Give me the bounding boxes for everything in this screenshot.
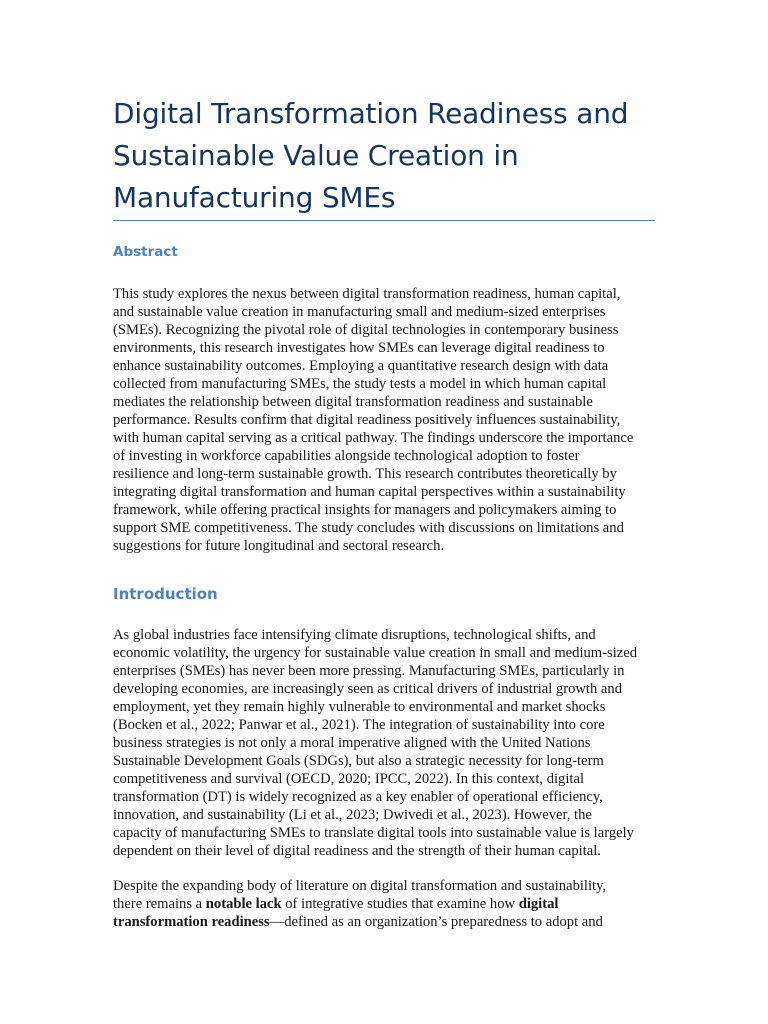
paragraph-text: Despite the expanding body of literature on digital transformation and sustainability, there remains a <box>113 878 607 912</box>
emphasis-digital-transformation-readiness: digital transformation readiness <box>113 896 559 930</box>
abstract-heading: Abstract <box>113 244 178 260</box>
emphasis-notable-lack: notable lack <box>205 896 282 912</box>
title-divider <box>113 220 655 221</box>
abstract-paragraph: This study explores the nexus between digital transformation readiness, human capital, and sustainable value creation in manufacturing small and medium-sized enterprises (SMEs). Recognizing the pivotal role of digital technologies in contemporary business environments, this research investigates how SMEs can leverage digital readiness to enhance sustainability outcomes. Employing a quantitative research design with data collected from manufacturing SMEs, the study tests a model in which human capital mediates the relationship between digital transformation readiness and sustainable performance. Results confirm that digital readiness positively influences sustainability, with human capital serving as a critical pathway. The findings underscore the importance of investing in workforce capabilities alongside technological adoption to foster resilience and long-term sustainable growth. This research contributes theoretically by integrating digital transformation and human capital perspectives within a sustainability framework, while offering practical insights for managers and policymakers aiming to support SME competitiveness. The study concludes with discussions on limitations and suggestions for future longitudinal and sectoral research. <box>113 286 634 554</box>
introduction-paragraph-2 <box>113 877 655 931</box>
paragraph-text: —defined as an organization’s preparedness to adopt and <box>269 914 603 930</box>
introduction-paragraph-1: As global industries face intensifying climate disruptions, technological shifts, and economic volatility, the urgency for sustainable value creation in small and medium-sized enterprises (SMEs) has never been more pressing. Manufacturing SMEs, particularly in developing economies, are increasingly seen as critical drivers of industrial growth and employment, yet they remain highly vulnerable to environmental and market shocks (Bocken et al., 2022; Panwar et al., 2021). The integration of sustainability into core business strategies is not only a moral imperative aligned with the United Nations Sustainable Development Goals (SDGs), but also a strategic necessity for long-term competitiveness and survival (OECD, 2020; IPCC, 2022). In this context, digital transformation (DT) is widely recognized as a key enabler of operational efficiency, innovation, and sustainability (Li et al., 2023; Dwivedi et al., 2023). However, the capacity of manufacturing SMEs to translate digital tools into sustainable value is largely dependent on their level of digital readiness and the strength of their human capital. <box>113 627 637 859</box>
document-title: Digital Transformation Readiness and Sustainable Value Creation in Manufacturing SMEs <box>113 97 629 214</box>
paragraph-text: of integrative studies that examine how <box>281 896 519 912</box>
introduction-heading: Introduction <box>113 585 218 603</box>
